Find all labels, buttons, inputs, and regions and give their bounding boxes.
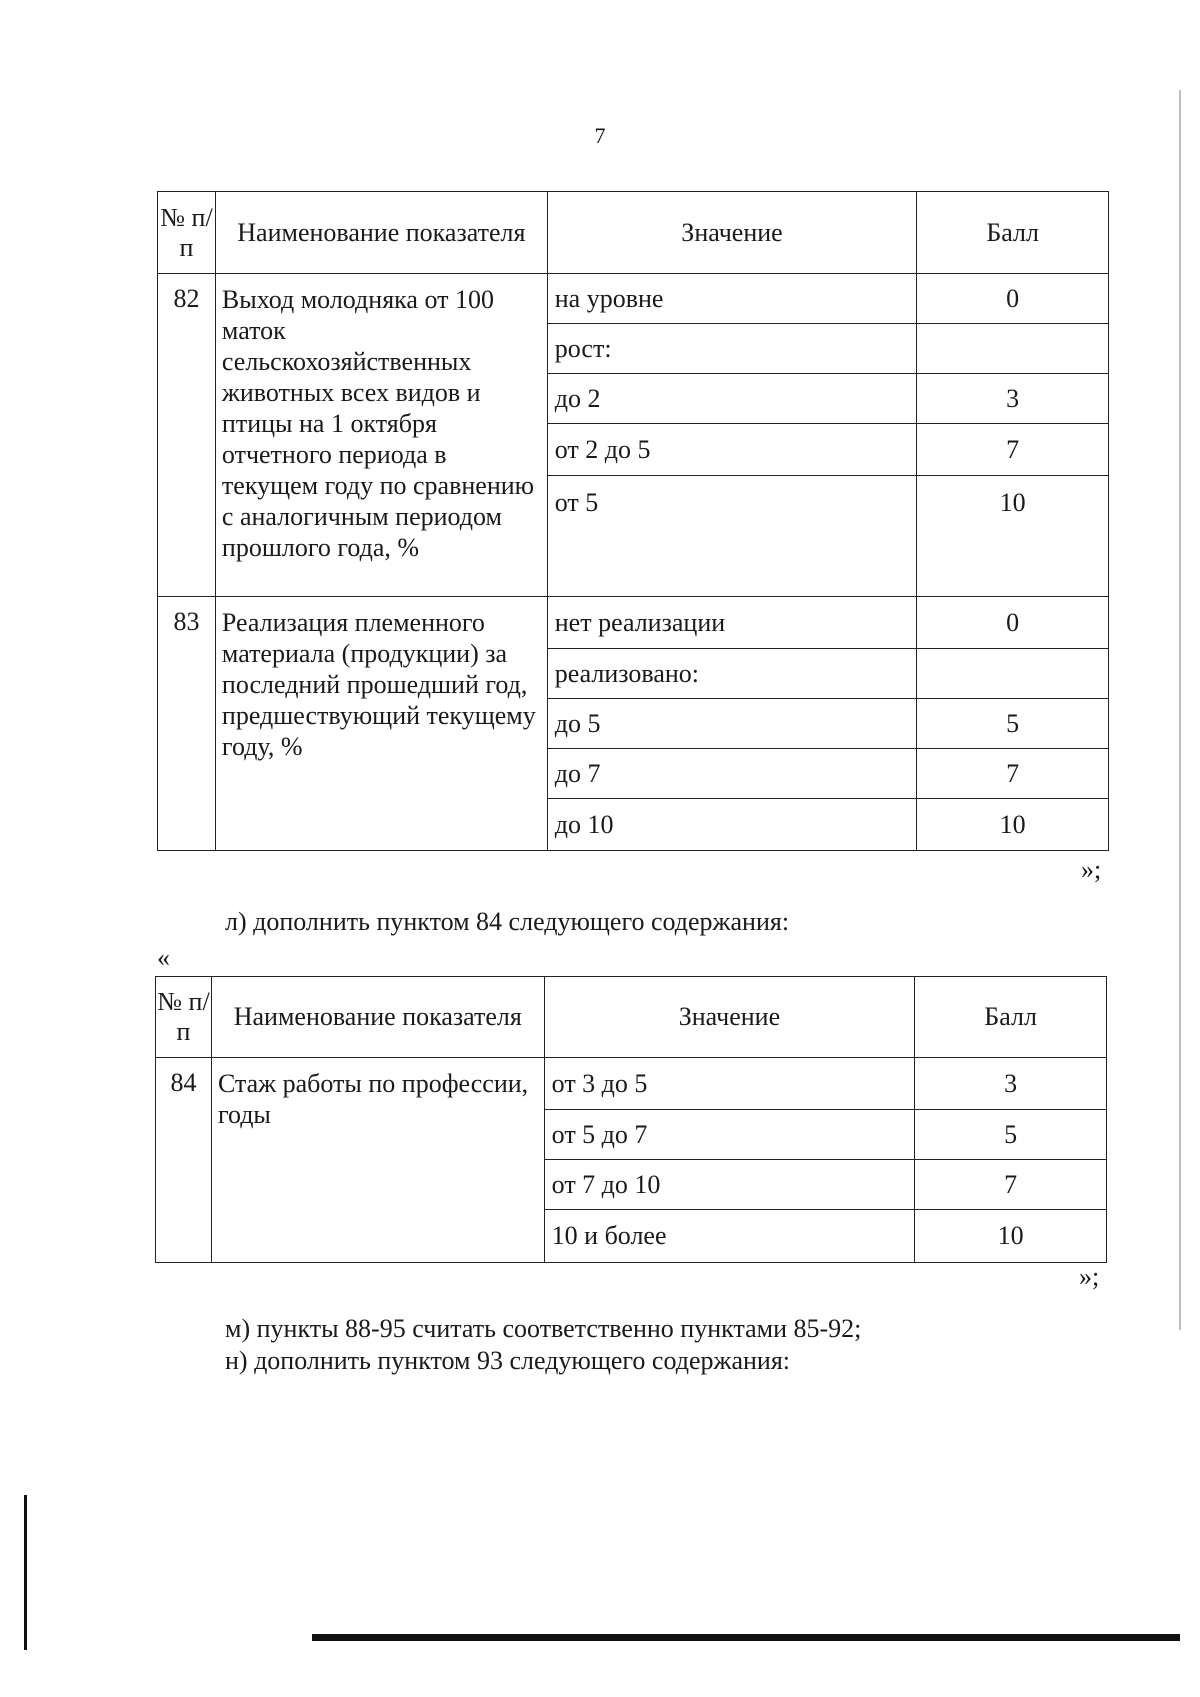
paragraph-l: л) дополнить пунктом 84 следующего содержания: [225, 907, 790, 936]
header-value: Значение [544, 977, 915, 1058]
score-cell: 10 [917, 799, 1109, 851]
table-row [156, 1058, 1107, 1110]
score-cell: 3 [915, 1058, 1107, 1110]
closing-quote-1: »; [1081, 855, 1102, 884]
header-num: № п/п [158, 192, 216, 274]
score-cell [917, 324, 1109, 374]
indicator-name: Выход молодняка от 100 маток сельскохозяйственных животных всех видов и птицы на 1 октября отчетного периода в текущем году по сравнению с аналогичным периодом прошлого года, % [215, 274, 547, 597]
indicator-table-1 [157, 191, 1109, 851]
table-row [158, 274, 1109, 324]
value-cell: на уровне [547, 274, 917, 324]
score-cell: 3 [917, 374, 1109, 424]
row-number: 84 [156, 1058, 212, 1263]
table-row [158, 597, 1109, 649]
score-cell: 7 [917, 424, 1109, 476]
score-cell: 5 [917, 699, 1109, 749]
score-cell [917, 649, 1109, 699]
opening-quote: « [157, 943, 170, 972]
indicator-table-2 [155, 976, 1107, 1263]
score-cell: 7 [917, 749, 1109, 799]
value-cell: до 7 [547, 749, 917, 799]
score-cell: 0 [917, 274, 1109, 324]
scan-edge-line [1179, 90, 1181, 1330]
value-cell: реализовано: [547, 649, 917, 699]
header-name: Наименование показателя [215, 192, 547, 274]
score-cell: 10 [915, 1210, 1107, 1263]
paragraph-n: н) дополнить пунктом 93 следующего содержания: [225, 1346, 791, 1375]
header-num: № п/п [156, 977, 212, 1058]
scan-edge-line [312, 1634, 1180, 1641]
indicator-name: Реализация племенного материала (продукции) за последний прошедший год, предшествующий текущему году, % [215, 597, 547, 851]
value-cell: до 5 [547, 699, 917, 749]
value-cell: от 5 до 7 [544, 1110, 915, 1160]
table-header-row [158, 192, 1109, 274]
header-value: Значение [547, 192, 917, 274]
page-number: 7 [594, 123, 606, 148]
row-number: 83 [158, 597, 216, 851]
value-cell: от 3 до 5 [544, 1058, 915, 1110]
table-header-row [156, 977, 1107, 1058]
value-cell: до 10 [547, 799, 917, 851]
value-cell: рост: [547, 324, 917, 374]
scan-edge-line [24, 1495, 27, 1650]
value-cell: от 5 [547, 476, 917, 597]
score-cell: 5 [915, 1110, 1107, 1160]
indicator-name: Стаж работы по профессии, годы [211, 1058, 544, 1263]
value-cell: 10 и более [544, 1210, 915, 1263]
header-score: Балл [917, 192, 1109, 274]
value-cell: до 2 [547, 374, 917, 424]
value-cell: нет реализации [547, 597, 917, 649]
value-cell: от 7 до 10 [544, 1160, 915, 1210]
score-cell: 7 [915, 1160, 1107, 1210]
header-name: Наименование показателя [211, 977, 544, 1058]
value-cell: от 2 до 5 [547, 424, 917, 476]
paragraph-m: м) пункты 88-95 считать соответственно пунктами 85-92; [225, 1314, 862, 1343]
score-cell: 10 [917, 476, 1109, 597]
header-score: Балл [915, 977, 1107, 1058]
row-number: 82 [158, 274, 216, 597]
score-cell: 0 [917, 597, 1109, 649]
closing-quote-2: »; [1079, 1262, 1100, 1291]
